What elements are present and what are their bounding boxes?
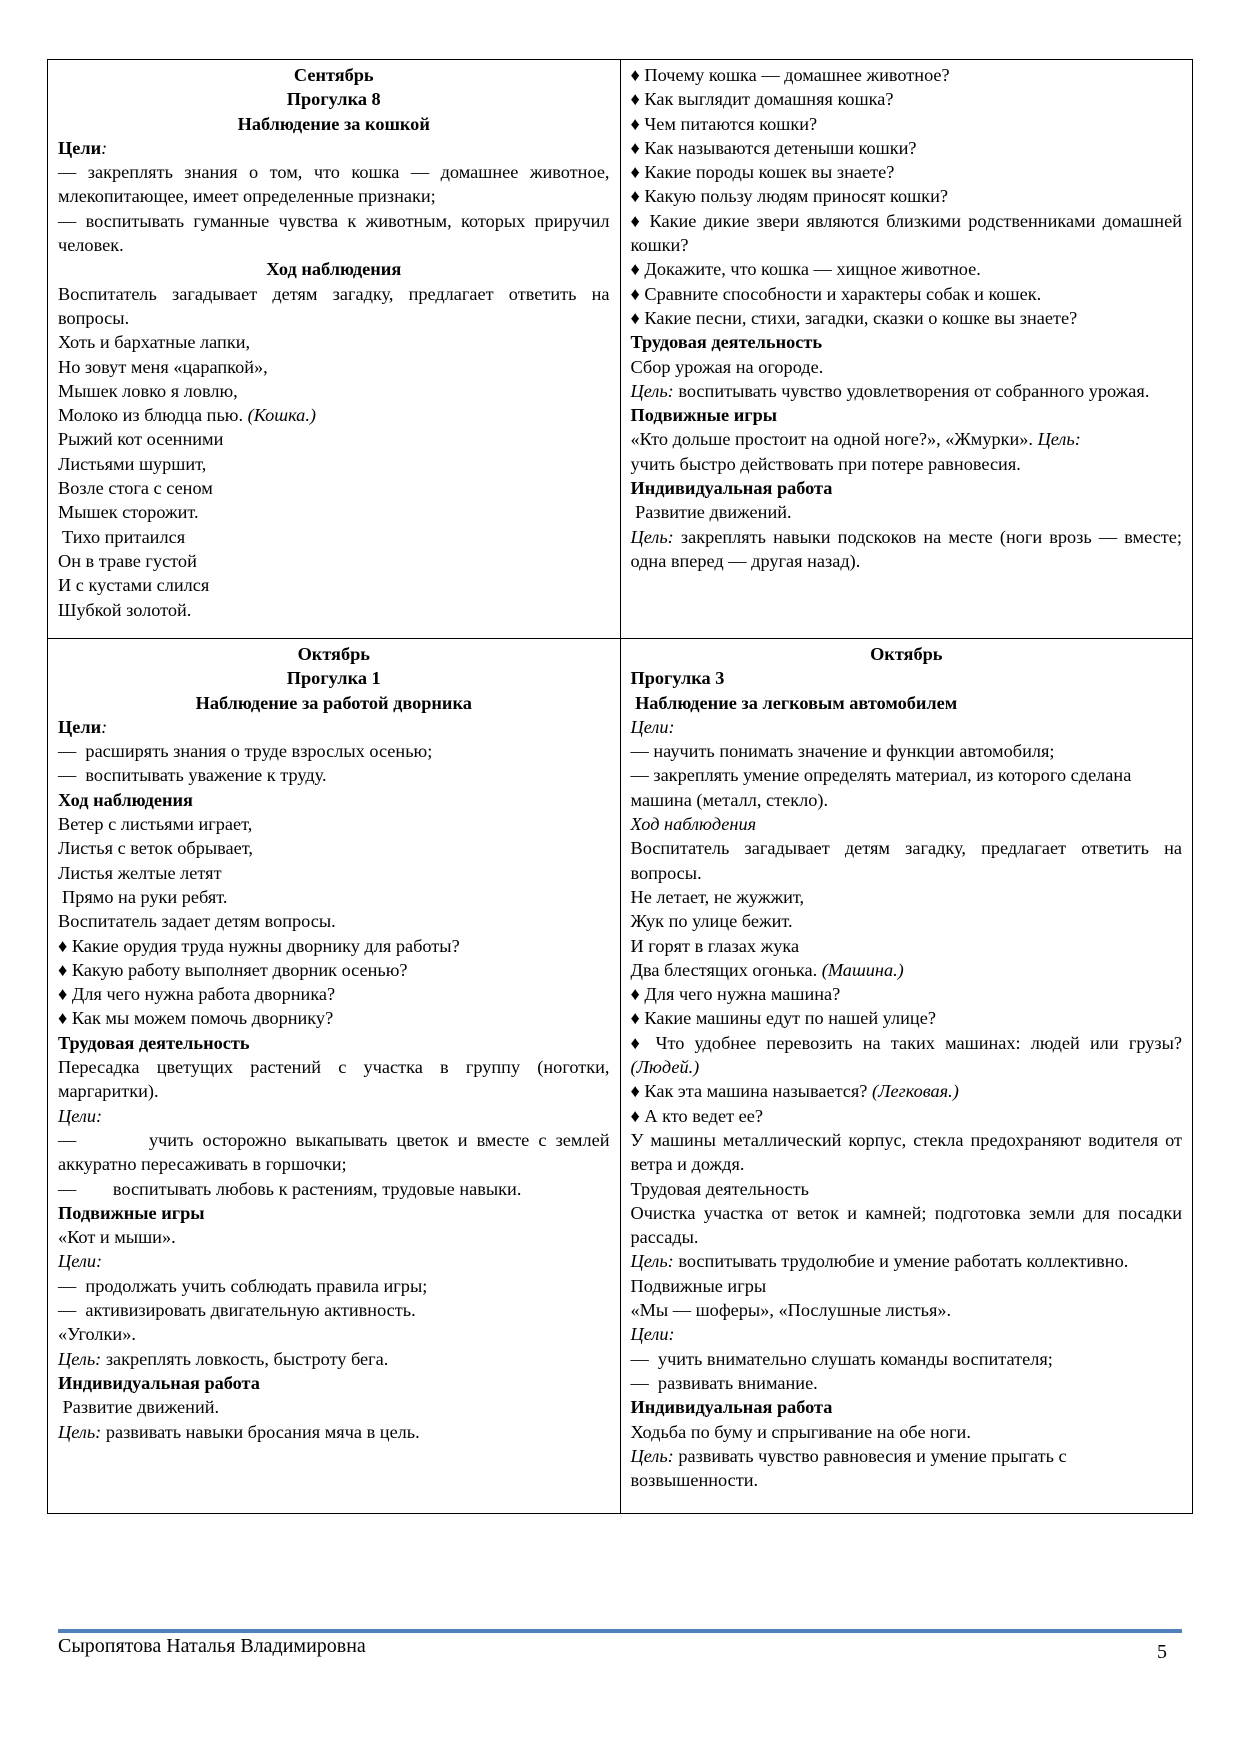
poem-line: Жук по улице бежит. bbox=[630, 911, 793, 932]
poem-line-with-answer: Два блестящих огонька. (Машина.) bbox=[630, 959, 904, 980]
goal-item: — воспитывать любовь к растениям, трудовые навыки. bbox=[58, 1178, 522, 1199]
individual-goal: Цель: развивать навыки бросания мяча в цель. bbox=[58, 1421, 420, 1442]
question-item: ♦ Как мы можем помочь дворнику? bbox=[58, 1008, 334, 1029]
poem-line: Рыжий кот осенними bbox=[58, 429, 224, 450]
question-item: ♦ Чем питаются кошки? bbox=[630, 113, 818, 134]
intro-text: Воспитатель загадывает детям загадку, предлагает ответить на вопросы. bbox=[630, 838, 1182, 883]
month-heading: Октябрь bbox=[870, 644, 943, 664]
question-item: ♦ Какие орудия труда нужны дворнику для работы? bbox=[58, 935, 460, 956]
cell-sep-walk8 bbox=[48, 60, 621, 639]
individual-text: Ходьба по буму и спрыгивание на обе ноги. bbox=[630, 1421, 971, 1442]
course-heading: Ход наблюдения bbox=[58, 789, 193, 810]
poem-line: Возле стога с сеном bbox=[58, 478, 213, 499]
individual-text: Развитие движений. bbox=[58, 1397, 220, 1418]
poem-line: Ветер с листьями играет, bbox=[58, 814, 253, 835]
riddle-answer: (Кошка.) bbox=[247, 405, 316, 426]
cell-sep-walk8-continued bbox=[620, 60, 1193, 639]
fact-text: У машины металлический корпус, стекла предохраняют водителя от ветра и дождя. bbox=[630, 1129, 1182, 1175]
poem-line: Он в траве густой bbox=[58, 550, 197, 571]
individual-heading: Индивидуальная работа bbox=[630, 478, 833, 499]
question-item: ♦ Как выглядит домашняя кошка? bbox=[630, 89, 894, 110]
games-text: «Мы — шоферы», «Послушные листья». bbox=[630, 1300, 952, 1321]
poem-line: Прямо на руки ребят. bbox=[62, 886, 228, 907]
question-item: ♦ Что удобнее перевозить на таких машинах: людей или грузы? (Людей.) bbox=[630, 1032, 1182, 1078]
footer-author: Сыропятова Наталья Владимировна bbox=[58, 1635, 366, 1657]
question-item: ♦ Как называются детеныши кошки? bbox=[630, 137, 917, 158]
topic-heading: Наблюдение за работой дворника bbox=[195, 692, 472, 713]
game-name: «Кот и мыши». bbox=[58, 1227, 176, 1248]
game-goal: Цель: закреплять ловкость, быстроту бега. bbox=[58, 1348, 389, 1369]
poem-line-with-answer: Молоко из блюдца пью. (Кошка.) bbox=[58, 405, 316, 426]
labor-text: Сбор урожая на огороде. bbox=[630, 356, 824, 377]
poem-line: И с кустами слился bbox=[58, 575, 210, 596]
question-item: ♦ Какую работу выполняет дворник осенью? bbox=[58, 959, 408, 980]
labor-heading: Трудовая деятельность bbox=[630, 1178, 809, 1199]
table-row bbox=[48, 639, 1193, 1514]
goal-item: — учить внимательно слушать команды воспитателя; bbox=[630, 1348, 1053, 1369]
labor-text: Очистка участка от веток и камней; подготовка земли для посадки рассады. bbox=[630, 1202, 1182, 1248]
labor-text: Пересадка цветущих растений с участка в группу (ноготки, маргаритки). bbox=[58, 1057, 610, 1102]
walk-heading: Прогулка 3 bbox=[630, 668, 725, 689]
individual-goal: Цель: развивать чувство равновесия и умение прыгать с возвышенности. bbox=[630, 1445, 1067, 1491]
poem-line: Не летает, не жужжит, bbox=[630, 886, 805, 907]
question-item: ♦ Как эта машина называется? (Легковая.) bbox=[630, 1081, 959, 1102]
plan-table bbox=[47, 59, 1193, 1514]
poem-line: Тихо притаился bbox=[62, 526, 186, 547]
cell-oct-walk3 bbox=[620, 639, 1193, 1514]
question-item: ♦ Докажите, что кошка — хищное животное. bbox=[630, 259, 981, 280]
games-goals-label: Цели: bbox=[630, 1324, 675, 1345]
poem-line: Мышек сторожит. bbox=[58, 502, 199, 523]
goal-item: — активизировать двигательную активность. bbox=[58, 1300, 416, 1321]
walk-heading: Прогулка 1 bbox=[286, 668, 381, 689]
question-item: ♦ Сравните способности и характеры собак и кошек. bbox=[630, 283, 1042, 304]
labor-goal: Цель: воспитывать чувство удовлетворения от собранного урожая. bbox=[630, 380, 1150, 401]
question-item: ♦ Какие машины едут по нашей улице? bbox=[630, 1008, 936, 1029]
riddle-answer: (Машина.) bbox=[821, 959, 904, 980]
question-item: ♦ Почему кошка — домашнее животное? bbox=[630, 65, 950, 85]
footer-rule bbox=[58, 1629, 1182, 1633]
goals-label: Цели bbox=[58, 716, 102, 737]
goal-item: — закреплять знания о том, что кошка — домашнее животное, млекопитающее, имеет определенные признаки; bbox=[58, 162, 610, 207]
question-item: ♦ Какие песни, стихи, загадки, сказки о кошке вы знаете? bbox=[630, 307, 1078, 328]
individual-text: Развитие движений. bbox=[630, 502, 792, 523]
poem-line: Шубкой золотой. bbox=[58, 599, 192, 620]
goal-item: — продолжать учить соблюдать правила игры; bbox=[58, 1275, 428, 1296]
walk-heading: Прогулка 8 bbox=[286, 89, 381, 110]
goal-item: — научить понимать значение и функции автомобиля; bbox=[630, 741, 1055, 762]
game-name: «Уголки». bbox=[58, 1324, 136, 1345]
labor-heading: Трудовая деятельность bbox=[630, 332, 823, 353]
question-item: ♦ Какие породы кошек вы знаете? bbox=[630, 162, 895, 183]
games-heading: Подвижные игры bbox=[58, 1202, 205, 1223]
games-heading: Подвижные игры bbox=[630, 405, 778, 426]
question-item: ♦ А кто ведет ее? bbox=[630, 1105, 763, 1126]
goals-label: Цели bbox=[58, 137, 102, 158]
poem-line: Листья желтые летят bbox=[58, 862, 222, 883]
page-number: 5 bbox=[1157, 1641, 1167, 1663]
poem-line: Листьями шуршит, bbox=[58, 453, 207, 474]
month-heading: Октябрь bbox=[297, 644, 370, 664]
course-heading: Ход наблюдения bbox=[266, 259, 402, 280]
goal-item: — развивать внимание. bbox=[630, 1372, 818, 1393]
intro-text: Воспитатель задает детям вопросы. bbox=[58, 911, 336, 932]
games-text: «Кто дольше простоит на одной ноге?», «Жмурки». Цель: учить быстро действовать при потере равновесия. bbox=[630, 429, 1081, 474]
labor-goal: Цель: воспитывать трудолюбие и умение работать коллективно. bbox=[630, 1251, 1129, 1272]
poem-line: Но зовут меня «царапкой», bbox=[58, 356, 268, 377]
question-item: ♦ Какую пользу людям приносят кошки? bbox=[630, 186, 948, 207]
labor-heading: Трудовая деятельность bbox=[58, 1032, 250, 1053]
labor-goals-label: Цели: bbox=[58, 1105, 103, 1126]
goals-label: Цели: bbox=[630, 716, 675, 737]
game-goals-label: Цели: bbox=[58, 1251, 103, 1272]
poem-line: И горят в глазах жука bbox=[630, 935, 800, 956]
question-item: ♦ Для чего нужна машина? bbox=[630, 984, 841, 1005]
intro-text: Воспитатель загадывает детям загадку, предлагает ответить на вопросы. bbox=[58, 283, 610, 328]
poem-line: Мышек ловко я ловлю, bbox=[58, 380, 238, 401]
month-heading: Сентябрь bbox=[293, 65, 374, 85]
individual-heading: Индивидуальная работа bbox=[58, 1372, 260, 1393]
topic-heading: Наблюдение за кошкой bbox=[237, 113, 430, 134]
individual-heading: Индивидуальная работа bbox=[630, 1397, 833, 1418]
goal-item: — учить осторожно выкапывать цветок и вместе с землей аккуратно пересаживать в горшочки; bbox=[58, 1129, 615, 1175]
individual-goal: Цель: закреплять навыки подскоков на месте (ноги врозь — вместе; одна вперед — другая назад). bbox=[630, 526, 1182, 571]
poem-line: Листья с веток обрывает, bbox=[58, 838, 253, 859]
course-heading: Ход наблюдения bbox=[630, 814, 757, 835]
goals-label-line: Цели: bbox=[58, 137, 108, 158]
goals-label-line: Цели: bbox=[58, 716, 108, 737]
table-row bbox=[48, 60, 1193, 639]
poem-line: Хоть и бархатные лапки, bbox=[58, 332, 251, 353]
cell-oct-walk1 bbox=[48, 639, 621, 1514]
question-item: ♦ Для чего нужна работа дворника? bbox=[58, 984, 336, 1005]
topic-heading: Наблюдение за легковым автомобилем bbox=[630, 692, 958, 713]
goal-item: — закреплять умение определять материал, из которого сделана машина (металл, стекло). bbox=[630, 765, 1132, 810]
goal-item: — воспитывать уважение к труду. bbox=[58, 765, 327, 786]
goal-item: — расширять знания о труде взрослых осенью; bbox=[58, 741, 433, 762]
question-item: ♦ Какие дикие звери являются близкими родственниками домашней кошки? bbox=[630, 210, 1182, 256]
games-heading: Подвижные игры bbox=[630, 1275, 767, 1296]
goal-item: — воспитывать гуманные чувства к животным, которых приручил человек. bbox=[58, 210, 610, 256]
